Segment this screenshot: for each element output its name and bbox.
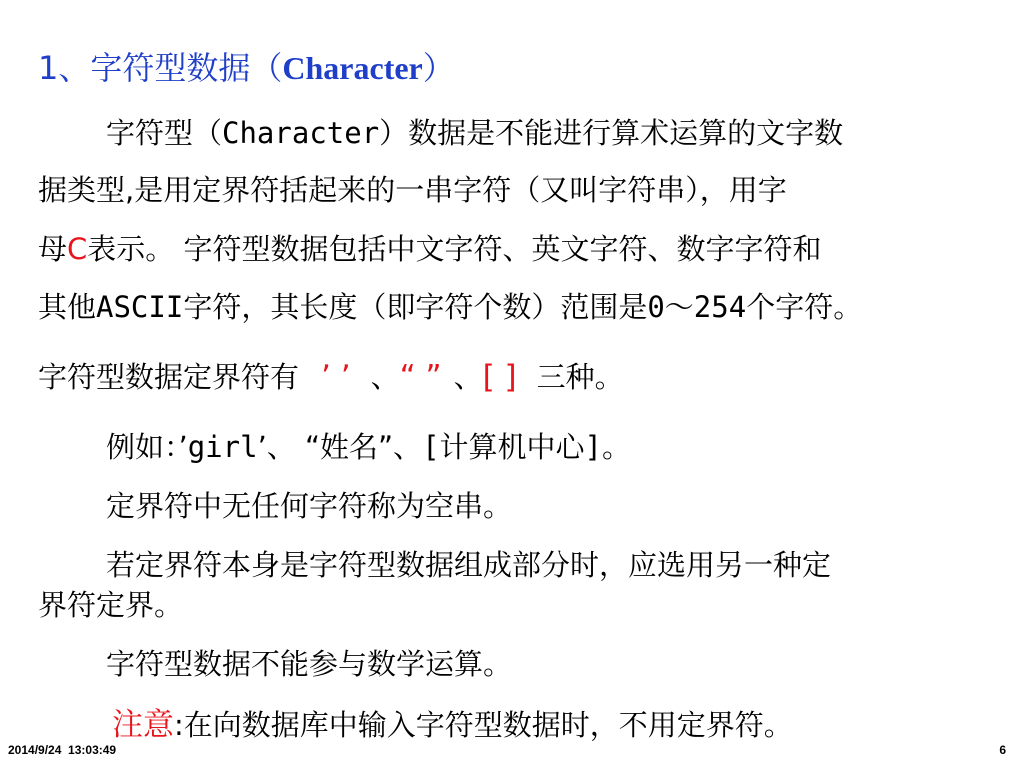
text-segment: 其他 xyxy=(38,290,97,324)
term-ascii: ASCII xyxy=(96,290,184,324)
example-girl: girl xyxy=(187,430,258,464)
text-segment: 母 xyxy=(38,232,68,266)
text-segment: 表示。 字符型数据包括中文字符、英文字符、数字字符和 xyxy=(87,232,822,266)
text-segment: 例如：’ xyxy=(106,430,188,464)
nested-line2: 界符定界。 xyxy=(38,588,184,622)
text-segment: ] xyxy=(584,430,603,464)
term-character: Character xyxy=(222,116,380,150)
delimiter-tail: 三种。 xyxy=(536,360,624,394)
double-quote-delimiter: “ ” xyxy=(399,359,442,395)
nested-line1: 若定界符本身是字符型数据组成部分时，应选用另一种定 xyxy=(106,548,832,582)
text-segment: 字符，其长度（即字符个数）范围是 xyxy=(183,290,648,324)
no-math-line: 字符型数据不能参与数学运算。 xyxy=(106,647,513,681)
single-quote-delimiter: ’ ’ xyxy=(321,359,351,395)
title-suffix: ） xyxy=(422,49,455,87)
text-segment: [ xyxy=(422,430,440,464)
bracket-delimiter: [ ] xyxy=(482,359,517,395)
delimiter-lead: 字符型数据定界符有 xyxy=(38,360,300,394)
separator: 、 xyxy=(453,360,483,394)
title-prefix: 1、字符型数据（ xyxy=(38,49,283,87)
text-segment: ）数据是不能进行算术运算的文字数 xyxy=(379,116,844,150)
example-computer-center: 计算机中心 xyxy=(439,430,585,464)
title-term: Character xyxy=(282,50,423,86)
separator: 、 xyxy=(370,360,400,394)
delimiter-line xyxy=(38,360,624,394)
empty-string-line: 定界符中无任何字符称为空串。 xyxy=(106,489,513,523)
note-line xyxy=(112,708,793,742)
text-segment: ’、 “姓名”、 xyxy=(257,430,423,464)
para1-line1 xyxy=(106,116,843,150)
para1-line4 xyxy=(38,290,862,324)
footer-page-number: 6 xyxy=(999,743,1006,757)
length-range: 0～254 xyxy=(647,290,747,324)
text-segment: 字符型（ xyxy=(106,116,223,150)
text-segment: 个字符。 xyxy=(746,290,863,324)
para1-line3 xyxy=(38,232,822,266)
example-line xyxy=(106,430,631,464)
para1-line2: 据类型,是用定界符括起来的一串字符（又叫字符串），用字 xyxy=(38,173,787,207)
note-label: 注意 xyxy=(112,707,174,743)
note-text: :在向数据库中输入字符型数据时，不用定界符。 xyxy=(174,708,793,742)
text-segment: 。 xyxy=(602,430,632,464)
footer-datetime: 2014/9/24 13:03:49 xyxy=(8,743,117,757)
type-letter-c: C xyxy=(67,232,88,266)
slide-title xyxy=(38,48,455,88)
